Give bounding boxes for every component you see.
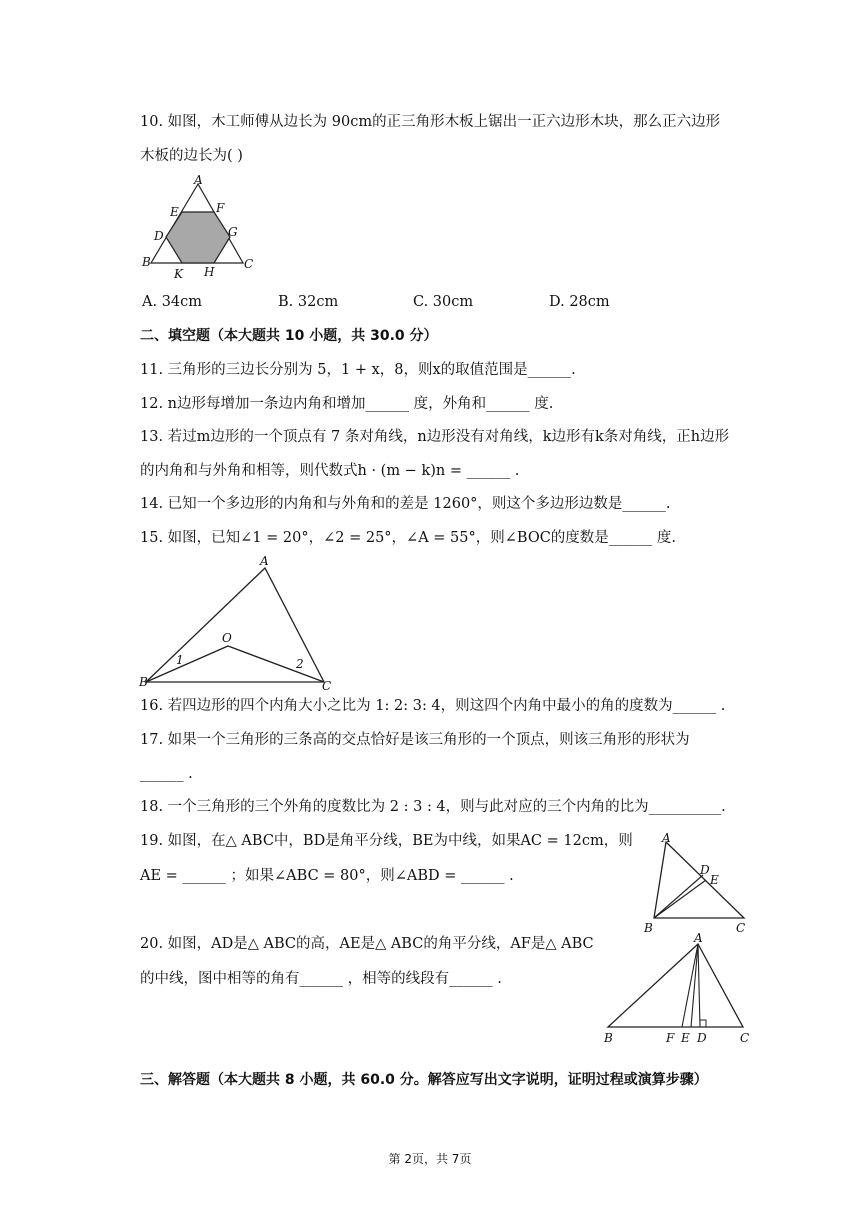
fig10-label-a: A — [194, 173, 203, 187]
triangle-ad-ae-af-figure — [598, 930, 758, 1045]
fig19-label-c: C — [736, 921, 746, 935]
fig20-label-a: A — [694, 931, 703, 945]
q20-line2: 的中线，图中相等的角有______ ，相等的线段有______ . — [140, 971, 502, 987]
fig15-label-b: B — [139, 675, 148, 689]
fig20-label-c: C — [740, 1031, 750, 1045]
fig20-label-e: E — [681, 1031, 690, 1045]
fig20-label-d: D — [697, 1031, 707, 1045]
option-b: B. 32cm — [278, 294, 339, 310]
fig15-label-1: 1 — [176, 653, 184, 667]
section3-heading: 三、解答题（本大题共 8 小题，共 60.0 分。解答应写出文字说明，证明过程或演算步骤） — [140, 1072, 708, 1088]
fig19-label-b: B — [644, 921, 653, 935]
fig20-label-b: B — [604, 1031, 613, 1045]
q17-line1: 17. 如果一个三角形的三条高的交点恰好是该三角形的一个顶点，则该三角形的形状为 — [140, 732, 690, 748]
fig19-label-e: E — [710, 873, 719, 887]
q12: 12. n边形每增加一条边内角和增加______ 度，外角和______ 度. — [140, 396, 554, 412]
triangle-bd-be-figure — [640, 828, 755, 940]
fig10-label-g: G — [228, 225, 238, 239]
fig10-label-b: B — [142, 255, 151, 269]
q13-line1: 13. 若过m边形的一个顶点有 7 条对角线，n边形没有对角线，k边形有k条对角线，正h边形 — [140, 429, 730, 445]
fig20-label-f: F — [666, 1031, 675, 1045]
fig10-label-k: K — [174, 267, 183, 281]
fig15-label-o: O — [222, 631, 232, 645]
q11: 11. 三角形的三边长分别为 5，1 + x，8，则x的取值范围是______. — [140, 362, 576, 378]
option-c: C. 30cm — [413, 294, 474, 310]
fig15-label-c: C — [322, 679, 332, 693]
hexagon-figure — [138, 172, 258, 284]
page-footer: 第 2页，共 7页 — [388, 1152, 472, 1166]
fig10-label-d: D — [154, 229, 164, 243]
option-a: A. 34cm — [142, 294, 203, 310]
fig19-label-d: D — [700, 863, 710, 877]
fig15-label-2: 2 — [296, 657, 304, 671]
q18: 18. 一个三角形的三个外角的度数比为 2 : 3 : 4，则与此对应的三个内角的比为__________. — [140, 799, 726, 815]
fig10-label-e: E — [170, 205, 179, 219]
fig10-label-f: F — [216, 201, 225, 215]
q19-line1: 19. 如图，在△ ABC中，BD是角平分线，BE为中线，如果AC = 12cm，则 — [140, 833, 633, 849]
q10-line2: 木板的边长为( ) — [140, 148, 243, 164]
q13-line2: 的内角和与外角和相等，则代数式h · (m − k)n = ______ . — [140, 463, 520, 479]
section2-heading: 二、填空题（本大题共 10 小题，共 30.0 分） — [140, 328, 438, 344]
fig10-label-c: C — [244, 257, 254, 271]
q10-line1: 10. 如图，木工师傅从边长为 90cm的正三角形木板上锯出一正六边形木块，那么正六边形 — [140, 114, 721, 130]
q14: 14. 已知一个多边形的内角和与外角和的差是 1260°，则这个多边形边数是______. — [140, 496, 671, 512]
triangle-boc-figure — [138, 552, 338, 692]
q17-line2: ______ . — [140, 766, 193, 782]
q16: 16. 若四边形的四个内角大小之比为 1: 2: 3: 4，则这四个内角中最小的角的度数为______ . — [140, 698, 726, 714]
option-d: D. 28cm — [549, 294, 610, 310]
fig10-label-h: H — [204, 265, 215, 279]
q15-text: 15. 如图，已知∠1 = 20°，∠2 = 25°，∠A = 55°，则∠BOC的度数是______ 度. — [140, 530, 677, 546]
q20-line1: 20. 如图，AD是△ ABC的高，AE是△ ABC的角平分线，AF是△ ABC — [140, 936, 594, 952]
q19-line2: AE = ______ ；如果∠ABC = 80°，则∠ABD = ______ . — [140, 868, 514, 884]
fig19-label-a: A — [662, 831, 671, 845]
fig15-label-a: A — [260, 554, 269, 568]
